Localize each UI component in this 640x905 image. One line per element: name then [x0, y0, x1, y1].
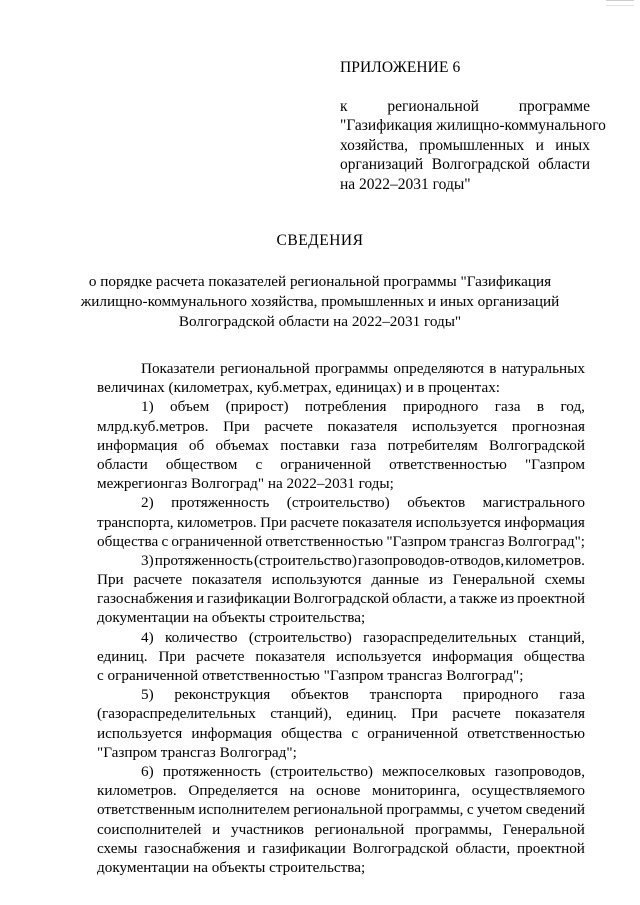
- body-word: 4): [141, 628, 154, 646]
- appendix-word: к: [340, 97, 348, 115]
- body-line: межрегионгаз Волгоград" на 2022–2031 годы;: [97, 475, 394, 493]
- appendix-title: ПРИЛОЖЕНИЕ 6: [340, 59, 461, 76]
- body-word: реконструкция: [174, 686, 271, 704]
- appendix-line-1: [340, 97, 590, 117]
- body-word: программы,: [415, 820, 493, 838]
- body-word: схемы: [544, 571, 585, 589]
- body-word: расчете: [290, 513, 339, 531]
- body-line: [97, 724, 585, 743]
- body-line: [97, 781, 585, 800]
- body-line: [97, 589, 585, 608]
- body-word: Определяется: [188, 782, 278, 800]
- body-word: (строительство): [248, 628, 352, 646]
- body-word: ответственностью: [467, 724, 585, 742]
- body-line: [97, 455, 585, 474]
- body-word: используются: [271, 571, 362, 589]
- body-word: газопроводов-отводов,: [358, 551, 505, 569]
- body-word: магистрального: [482, 494, 585, 512]
- appendix-word: промышленных: [419, 136, 525, 154]
- body-word: При: [223, 417, 250, 435]
- body-line: документации на объекты строительства;: [97, 609, 366, 627]
- body-word: определяются: [393, 360, 485, 377]
- body-word: 3): [141, 551, 154, 569]
- body-word: Волгоградской: [293, 590, 390, 608]
- body-word: количество: [165, 628, 238, 646]
- body-word: Показатели: [141, 360, 215, 377]
- subtitle-line: о порядке расчета показателей региональной программы "Газификация: [88, 273, 552, 290]
- body-line: [97, 820, 585, 839]
- appendix-word: хозяйства,: [340, 136, 408, 154]
- body-word: межпоселковых: [382, 762, 486, 780]
- body-word: газа: [350, 436, 377, 454]
- body-word: При: [97, 571, 124, 589]
- body-word: объектов: [407, 494, 466, 512]
- appendix-word: региональной: [387, 97, 479, 115]
- body-line: [97, 647, 585, 666]
- body-word: используется: [415, 513, 501, 531]
- body-word: "Газпром: [524, 455, 585, 473]
- body-word: объектов: [290, 686, 349, 704]
- body-word: единиц.: [346, 705, 397, 723]
- body-word: (строительство): [286, 494, 390, 512]
- body-word: транспорта,: [97, 513, 174, 531]
- body-word: используется: [97, 724, 183, 742]
- body-word: станций),: [270, 705, 332, 723]
- body-word: общества: [281, 724, 343, 742]
- body-word: единиц.: [97, 647, 148, 665]
- appendix-word: иных: [555, 136, 590, 154]
- body-word: километров.: [505, 551, 585, 569]
- body-word: ответственным: [97, 801, 195, 819]
- body-word: проектной: [517, 839, 585, 857]
- subtitle-line: жилищно-коммунального хозяйства, промышленных и иных организаций: [80, 293, 560, 310]
- body-word: с: [255, 455, 263, 473]
- body-word: используется: [336, 647, 422, 665]
- subtitle-line: Волгоградской области на 2022–2031 годы": [178, 313, 462, 330]
- body-word: газификации: [207, 590, 291, 608]
- body-word: (газораспределительных: [97, 705, 256, 723]
- body-word: ограниченной: [280, 455, 372, 473]
- body-word: с: [161, 532, 169, 550]
- body-word: данные: [371, 571, 419, 589]
- appendix-line-5: на 2022–2031 годы": [340, 175, 471, 193]
- body-word: транспорта: [369, 686, 443, 704]
- body-word: прогнозная: [511, 417, 585, 435]
- body-line: [97, 839, 585, 858]
- body-word: ответственностью: [265, 532, 384, 550]
- body-word: в: [536, 398, 545, 416]
- body-word: программы: [314, 360, 389, 377]
- body-word: природного: [402, 398, 479, 416]
- body-word: мониторинга,: [372, 782, 461, 800]
- body-line: документации на объекты строительства;: [97, 858, 366, 876]
- body-word: показателя: [255, 647, 326, 665]
- body-word: информация: [191, 724, 272, 742]
- document-subtitle: [60, 272, 580, 332]
- body-word: При: [411, 705, 438, 723]
- body-word: протяженность: [162, 762, 261, 780]
- body-word: расчете: [452, 705, 501, 723]
- body-line: с ограниченной ответственностью "Газпром трансгаз Волгоград";: [97, 667, 524, 684]
- body-word: из: [428, 571, 443, 589]
- body-word: об: [188, 436, 205, 454]
- body-word: сведений: [525, 801, 585, 819]
- body-word: программы,: [386, 801, 464, 819]
- body-line: [97, 685, 585, 704]
- body-word: (прирост): [225, 398, 289, 416]
- body-word: показателя: [191, 571, 262, 589]
- body-word: год,: [560, 398, 585, 416]
- body-line: [97, 628, 585, 647]
- body-word: и: [247, 839, 256, 857]
- body-line: [97, 493, 585, 512]
- body-line: [97, 417, 585, 436]
- body-word: газификации: [262, 839, 346, 857]
- body-text: [97, 359, 585, 877]
- body-word: расчете: [196, 647, 245, 665]
- body-word: (строительство): [253, 551, 357, 569]
- body-word: области,: [392, 590, 447, 608]
- body-word: ответственностью: [389, 455, 507, 473]
- body-word: Волгоград";: [507, 532, 585, 550]
- body-word: трансгаз: [449, 532, 505, 550]
- body-word: протяженность: [154, 551, 253, 569]
- body-word: соисполнителей: [97, 820, 202, 838]
- body-line: "Газпром трансгаз Волгоград";: [97, 743, 297, 761]
- body-word: информация: [432, 647, 513, 665]
- body-word: поставки: [280, 436, 340, 454]
- body-word: также: [459, 590, 498, 608]
- body-word: 1): [141, 398, 154, 416]
- body-word: осуществляемого: [471, 782, 585, 800]
- body-word: природного: [463, 686, 539, 704]
- appendix-word: Волгоградской: [431, 156, 530, 173]
- body-line: [97, 800, 585, 819]
- body-word: на: [289, 782, 305, 800]
- body-word: исполнителем: [198, 801, 290, 819]
- body-line: величинах (километрах, куб.метрах, единицах) и в процентах:: [97, 379, 501, 397]
- body-word: используется: [411, 417, 498, 435]
- page-corner-mark: [606, 0, 634, 6]
- body-word: потребления: [304, 398, 387, 416]
- appendix-word: организаций: [340, 156, 424, 173]
- body-word: участников: [230, 820, 304, 838]
- body-word: региональной: [314, 820, 405, 838]
- body-word: в: [489, 360, 497, 377]
- body-word: области: [97, 455, 148, 473]
- body-word: информация: [97, 436, 178, 454]
- body-word: Волгоградской: [352, 839, 449, 857]
- body-line: [97, 436, 585, 455]
- body-word: ограниченной: [367, 724, 459, 742]
- body-line: [97, 762, 585, 781]
- document-title: СВЕДЕНИЯ: [276, 232, 364, 249]
- body-word: потребителям: [387, 436, 478, 454]
- body-word: показателя: [327, 417, 398, 435]
- body-word: учетом: [477, 801, 523, 819]
- body-word: газоснабжения: [97, 590, 194, 608]
- body-word: показателя: [515, 705, 585, 723]
- body-word: области,: [455, 839, 511, 857]
- body-word: газа: [494, 398, 521, 416]
- body-word: из: [500, 590, 515, 608]
- body-word: и: [195, 590, 205, 608]
- body-word: километров.: [97, 782, 177, 800]
- body-word: "Газпром: [386, 532, 447, 550]
- body-line: [97, 704, 585, 723]
- body-line: [97, 359, 585, 378]
- body-word: проектной: [517, 590, 585, 608]
- body-word: региональной: [220, 360, 310, 377]
- body-word: объемах: [215, 436, 269, 454]
- body-word: расчете: [133, 571, 183, 589]
- body-line: [97, 551, 585, 570]
- body-word: показателя: [342, 513, 413, 531]
- body-word: региональной: [293, 801, 383, 819]
- body-word: с: [466, 801, 474, 819]
- body-word: схемы: [97, 839, 138, 857]
- appendix-word: и: [535, 136, 544, 154]
- body-word: Генеральной: [502, 820, 585, 838]
- body-line: [97, 513, 585, 532]
- body-word: обществом: [165, 455, 238, 473]
- body-line: [97, 532, 585, 551]
- body-word: 6): [141, 762, 154, 780]
- body-word: протяженность: [171, 494, 270, 512]
- body-word: газоснабжения: [144, 839, 241, 857]
- body-word: информация: [504, 513, 585, 531]
- appendix-word: программе: [518, 97, 590, 115]
- body-word: газа: [559, 686, 585, 704]
- body-word: общества: [97, 532, 159, 550]
- appendix-line-3: [340, 136, 590, 156]
- body-word: Волгоградской: [489, 436, 585, 454]
- body-word: 5): [141, 686, 154, 704]
- body-word: Генеральной: [452, 571, 535, 589]
- appendix-block: [340, 58, 606, 194]
- body-word: объем: [170, 398, 210, 416]
- body-word: ограниченной: [171, 532, 263, 550]
- body-word: При: [158, 647, 186, 665]
- body-word: общества: [523, 647, 585, 665]
- body-word: газопроводов,: [494, 762, 585, 780]
- body-line: [97, 397, 585, 416]
- body-word: 2): [141, 494, 154, 512]
- body-word: с: [351, 724, 359, 742]
- body-word: основе: [316, 782, 361, 800]
- body-word: натуральных: [501, 360, 585, 377]
- body-word: и: [212, 820, 221, 838]
- body-word: расчете: [264, 417, 313, 435]
- body-word: газораспределительных: [363, 628, 517, 646]
- body-line: [97, 570, 585, 589]
- appendix-line-2: "Газификация жилищно-коммунального: [340, 117, 606, 134]
- appendix-line-4: [340, 155, 590, 175]
- body-word: станций,: [528, 628, 585, 646]
- body-word: При: [260, 513, 287, 531]
- body-word: млрд.куб.метров.: [97, 417, 209, 435]
- body-word: километров.: [176, 513, 257, 531]
- body-word: (строительство): [270, 762, 373, 780]
- appendix-word: области: [538, 156, 590, 173]
- body-word: а: [449, 590, 457, 608]
